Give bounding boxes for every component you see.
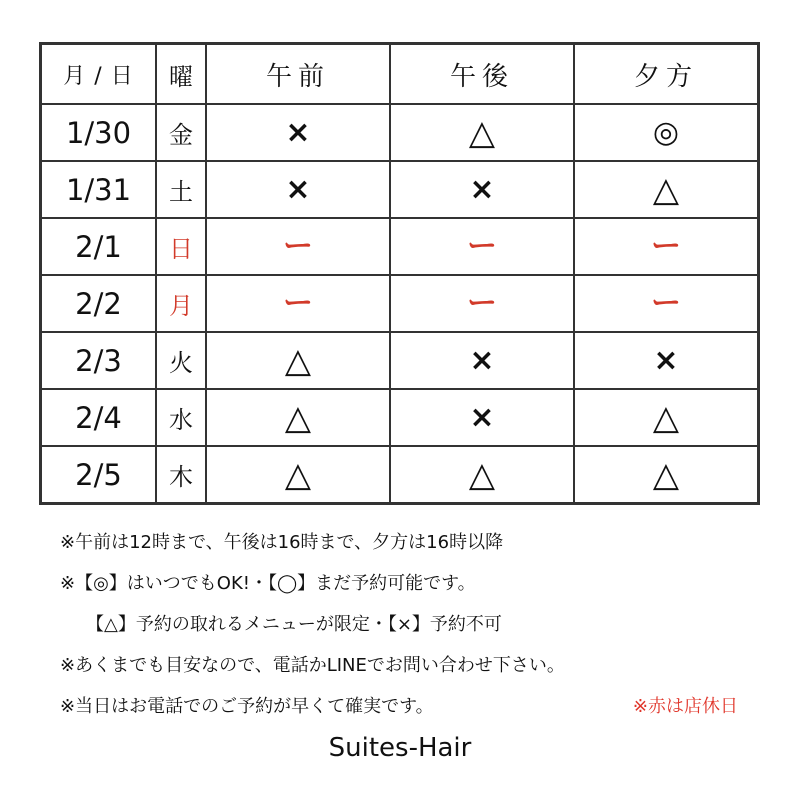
row-day-of-week: 火 bbox=[156, 332, 206, 389]
header-dow: 曜 bbox=[156, 44, 206, 105]
schedule-row bbox=[41, 218, 759, 275]
slot-afternoon bbox=[390, 446, 574, 504]
row-day-of-week: 金 bbox=[156, 104, 206, 161]
row-day-of-week: 日 bbox=[156, 218, 206, 275]
row-day-of-week: 水 bbox=[156, 389, 206, 446]
availability-mark: ー bbox=[651, 285, 681, 321]
row-date: 2/4 bbox=[41, 389, 157, 446]
row-day-of-week: 土 bbox=[156, 161, 206, 218]
slot-evening bbox=[574, 161, 759, 218]
notes bbox=[60, 522, 760, 727]
availability-mark: △ bbox=[652, 169, 680, 210]
availability-mark: × bbox=[285, 114, 311, 150]
availability-mark: × bbox=[469, 399, 495, 435]
slot-evening bbox=[574, 389, 759, 446]
row-day-of-week: 月 bbox=[156, 275, 206, 332]
schedule-row bbox=[41, 389, 759, 446]
slot-morning bbox=[206, 104, 390, 161]
note-legend-1: ※【◎】はいつでもOK!・【◯】まだ予約可能です。 bbox=[60, 573, 476, 594]
slot-morning bbox=[206, 332, 390, 389]
slot-evening bbox=[574, 104, 759, 161]
note-time: ※午前は12時まで、午後は16時まで、夕方は16時以降 bbox=[60, 532, 504, 553]
schedule-row bbox=[41, 275, 759, 332]
availability-mark: △ bbox=[284, 397, 312, 438]
slot-morning bbox=[206, 389, 390, 446]
slot-afternoon bbox=[390, 275, 574, 332]
row-date: 2/3 bbox=[41, 332, 157, 389]
availability-mark: △ bbox=[652, 397, 680, 438]
schedule-table bbox=[39, 42, 760, 505]
slot-morning bbox=[206, 161, 390, 218]
schedule-row bbox=[41, 161, 759, 218]
note-same-day bbox=[60, 686, 760, 727]
salon-name: Suites-Hair bbox=[328, 733, 472, 763]
row-date: 1/31 bbox=[41, 161, 157, 218]
header-evening: 夕方 bbox=[574, 44, 759, 105]
schedule-row bbox=[41, 332, 759, 389]
slot-evening bbox=[574, 275, 759, 332]
availability-mark: △ bbox=[468, 112, 496, 153]
header-morning: 午前 bbox=[206, 44, 390, 105]
slot-morning bbox=[206, 218, 390, 275]
header-date: 月 / 日 bbox=[41, 44, 157, 105]
row-date: 2/2 bbox=[41, 275, 157, 332]
note-same-day-text: ※当日はお電話でのご予約が早くて確実です。 bbox=[60, 696, 434, 717]
slot-evening bbox=[574, 218, 759, 275]
slot-afternoon bbox=[390, 161, 574, 218]
availability-mark: × bbox=[653, 342, 679, 378]
availability-mark: ー bbox=[283, 285, 313, 321]
slot-morning bbox=[206, 446, 390, 504]
closed-day-note: ※赤は店休日 bbox=[632, 696, 738, 717]
availability-mark: ー bbox=[651, 228, 681, 264]
slot-afternoon bbox=[390, 218, 574, 275]
availability-mark: △ bbox=[284, 340, 312, 381]
slot-afternoon bbox=[390, 104, 574, 161]
availability-mark: × bbox=[469, 342, 495, 378]
row-day-of-week: 木 bbox=[156, 446, 206, 504]
availability-mark: ◎ bbox=[652, 114, 680, 150]
schedule-row bbox=[41, 104, 759, 161]
slot-evening bbox=[574, 332, 759, 389]
note-contact: ※あくまでも目安なので、電話かLINEでお問い合わせ下さい。 bbox=[60, 655, 565, 676]
header-row bbox=[41, 44, 759, 105]
availability-mark: ー bbox=[467, 228, 497, 264]
slot-afternoon bbox=[390, 389, 574, 446]
availability-mark: ー bbox=[283, 228, 313, 264]
row-date: 2/1 bbox=[41, 218, 157, 275]
availability-mark: △ bbox=[652, 454, 680, 495]
availability-mark: × bbox=[469, 171, 495, 207]
availability-mark: ー bbox=[467, 285, 497, 321]
row-date: 1/30 bbox=[41, 104, 157, 161]
schedule-row bbox=[41, 446, 759, 504]
availability-mark: × bbox=[285, 171, 311, 207]
row-date: 2/5 bbox=[41, 446, 157, 504]
slot-evening bbox=[574, 446, 759, 504]
slot-afternoon bbox=[390, 332, 574, 389]
availability-mark: △ bbox=[468, 454, 496, 495]
header-afternoon: 午後 bbox=[390, 44, 574, 105]
slot-morning bbox=[206, 275, 390, 332]
availability-mark: △ bbox=[284, 454, 312, 495]
note-legend-2: 【△】予約の取れるメニューが限定・【×】予約不可 bbox=[86, 614, 502, 635]
